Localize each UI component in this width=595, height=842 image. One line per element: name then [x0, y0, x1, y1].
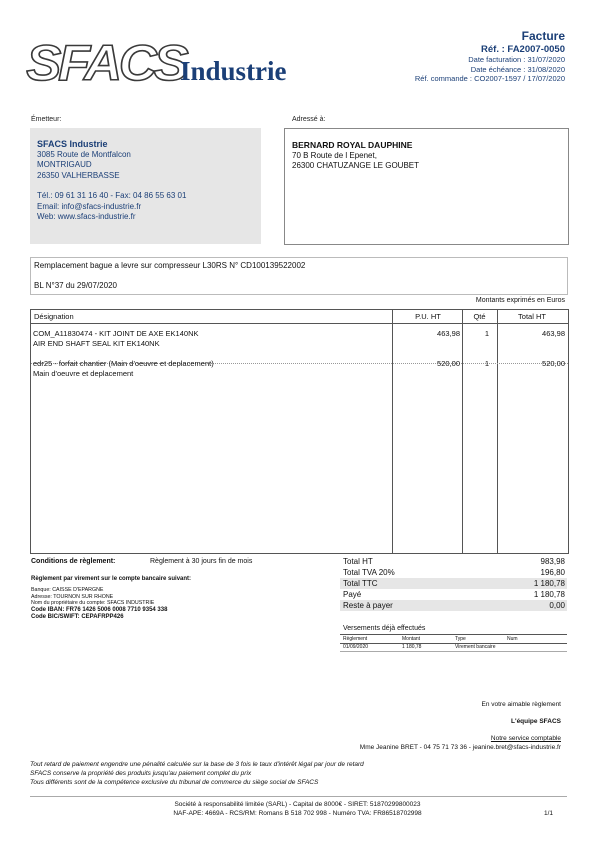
emetteur-box [30, 128, 261, 244]
versements-title: Versements déjà effectués [343, 625, 426, 632]
paye-label: Payé [343, 590, 362, 599]
th-total: Total HT [518, 312, 546, 321]
total-ht-label: Total HT [343, 557, 373, 566]
vh-reglement: Règlement [343, 636, 368, 642]
virement-title: Règlement par virement sur le compte bancaire suivant: [31, 576, 192, 582]
conditions-label: Conditions de règlement: [31, 558, 116, 565]
versements-row [340, 643, 567, 652]
row2-pu: 520,00 [437, 359, 460, 368]
row1-designation-detail: AIR END SHAFT SEAL KIT EK140NK [33, 339, 160, 348]
destinataire-name: BERNARD ROYAL DAUPHINE [292, 140, 413, 150]
row2-total: 520,00 [542, 359, 565, 368]
totals-block [340, 556, 567, 611]
total-tva-row [340, 567, 567, 578]
col-divider [392, 310, 393, 553]
vr-montant: 1 180,78 [402, 644, 422, 650]
items-table [30, 309, 569, 554]
paye-row [340, 589, 567, 600]
emetteur-address2: MONTRIGAUD [37, 160, 92, 169]
signature-line4: Mme Jeanine BRET - 04 75 71 73 36 - jeanine.bret@sfacs-industrie.fr [359, 744, 561, 751]
row2-designation: edr25 - forfait chantier (Main d'oeuvre et deplacement) [33, 359, 214, 368]
vr-reglement: 01/09/2020 [343, 644, 369, 650]
emetteur-web: Web: www.sfacs-industrie.fr [37, 212, 136, 221]
logo-subtitle: Industrie [180, 56, 287, 86]
invoice-title: Facture [521, 29, 565, 43]
reste-value: 0,00 [549, 601, 565, 610]
destinataire-box [284, 128, 569, 245]
col-divider [497, 310, 498, 553]
currency-note: Montants exprimés en Euros [475, 297, 565, 304]
row1-total: 463,98 [542, 329, 565, 338]
company-logo [26, 34, 320, 94]
footer [0, 800, 595, 818]
object-line2: BL N°37 du 29/07/2020 [34, 281, 117, 290]
invoice-header [415, 29, 565, 84]
total-ttc-row [340, 578, 567, 589]
row1-designation: COM_A11830474 - KIT JOINT DE AXE EK140NK [33, 329, 199, 338]
emetteur-label: Émetteur: [31, 116, 62, 123]
emetteur-address3: 26350 VALHERBASSE [37, 170, 120, 180]
bank-address: Adresse: TOURNON SUR RHONE [31, 593, 114, 600]
th-pu: P.U. HT [415, 312, 441, 321]
legal-line2: SFACS conserve la propriété des produits jusqu'au paiement complet du prix [30, 770, 252, 777]
row1-qty: 1 [484, 329, 489, 338]
reste-row [340, 600, 567, 611]
bank-details [31, 587, 167, 622]
bank-owner: Nom du propriétaire du compte: SFACS INDUSTRIE [31, 600, 155, 606]
emetteur-address1: 3085 Route de Montfalcon [37, 149, 131, 159]
row1-pu: 463,98 [437, 329, 460, 338]
object-line1: Remplacement bague a levre sur compresseur L30RS N° CD100139522002 [34, 261, 306, 270]
legal-notes [30, 760, 364, 787]
vh-num: Num [507, 636, 518, 642]
date-echeance: Date échéance : 31/08/2020 [470, 64, 565, 74]
col-divider [462, 310, 463, 553]
legal-line1: Tout retard de paiement engendre une pénalité calculée sur la base de 3 fois le taux d'intérêt légal par jour de retard [30, 761, 364, 768]
vh-type: Type [455, 636, 466, 642]
total-tva-label: Total TVA 20% [343, 568, 395, 577]
destinataire-label: Adressé à: [292, 116, 326, 123]
bank-bic: Code BIC/SWIFT: CEPAFRPP426 [31, 614, 124, 620]
emetteur-phone: Tél.: 09 61 31 16 40 - Fax: 04 86 55 63 01 [37, 191, 187, 200]
emetteur-email: Email: info@sfacs-industrie.fr [37, 201, 142, 211]
destinataire-address1: 70 B Route de l Epenet, [292, 150, 377, 160]
date-facturation: Date facturation : 31/07/2020 [468, 55, 565, 64]
total-ht-value: 983,98 [540, 557, 565, 566]
signature-line2: L'équipe SFACS [511, 718, 561, 725]
signature-line3: Notre service comptable [490, 735, 561, 742]
th-qty: Qté [473, 312, 486, 321]
signature-line1: En votre aimable règlement [481, 701, 561, 708]
total-ttc-label: Total TTC [343, 579, 378, 588]
total-ht-row [340, 556, 567, 567]
footer-line1: Société à responsabilité limitée (SARL) - Capital de 8000€ - SIRET: 51870299800023 [174, 801, 421, 808]
conditions-value: Règlement à 30 jours fin de mois [150, 558, 253, 565]
footer-divider [30, 796, 567, 797]
ref-commande: Réf. commande : CO2007-1597 / 17/07/2020 [414, 74, 565, 83]
destinataire-address2: 26300 CHATUZANGE LE GOUBET [292, 161, 419, 170]
row2-qty: 1 [484, 359, 489, 368]
total-tva-value: 196,80 [540, 568, 565, 577]
row2-designation-detail: Main d'oeuvre et deplacement [33, 369, 134, 378]
th-designation: Désignation [34, 310, 74, 324]
total-ttc-value: 1 180,78 [533, 579, 565, 588]
bank-name: Banque: CAISSE D'EPARGNE [31, 587, 104, 593]
bank-iban: Code IBAN: FR76 1426 5006 0008 7710 9354 338 [31, 606, 168, 613]
invoice-ref: Réf. : FA2007-0050 [481, 44, 565, 55]
object-box [30, 257, 568, 295]
vr-type: Virement bancaire [455, 644, 496, 650]
logo-brand: SFACS [26, 35, 186, 91]
reste-label: Reste à payer [343, 601, 393, 610]
vh-montant: Montant [402, 636, 421, 642]
page-number: 1/1 [543, 810, 553, 817]
legal-line3: Tous différents sont de la compétence exclusive du tribunal de commerce du siège social de SFACS [30, 779, 319, 786]
footer-line2: NAF-APE: 4669A - RCS/RM: Romans B 518 702 998 - Numéro TVA: FR86518702998 [173, 810, 422, 817]
emetteur-name: SFACS Industrie [37, 139, 108, 149]
paye-value: 1 180,78 [533, 590, 565, 599]
